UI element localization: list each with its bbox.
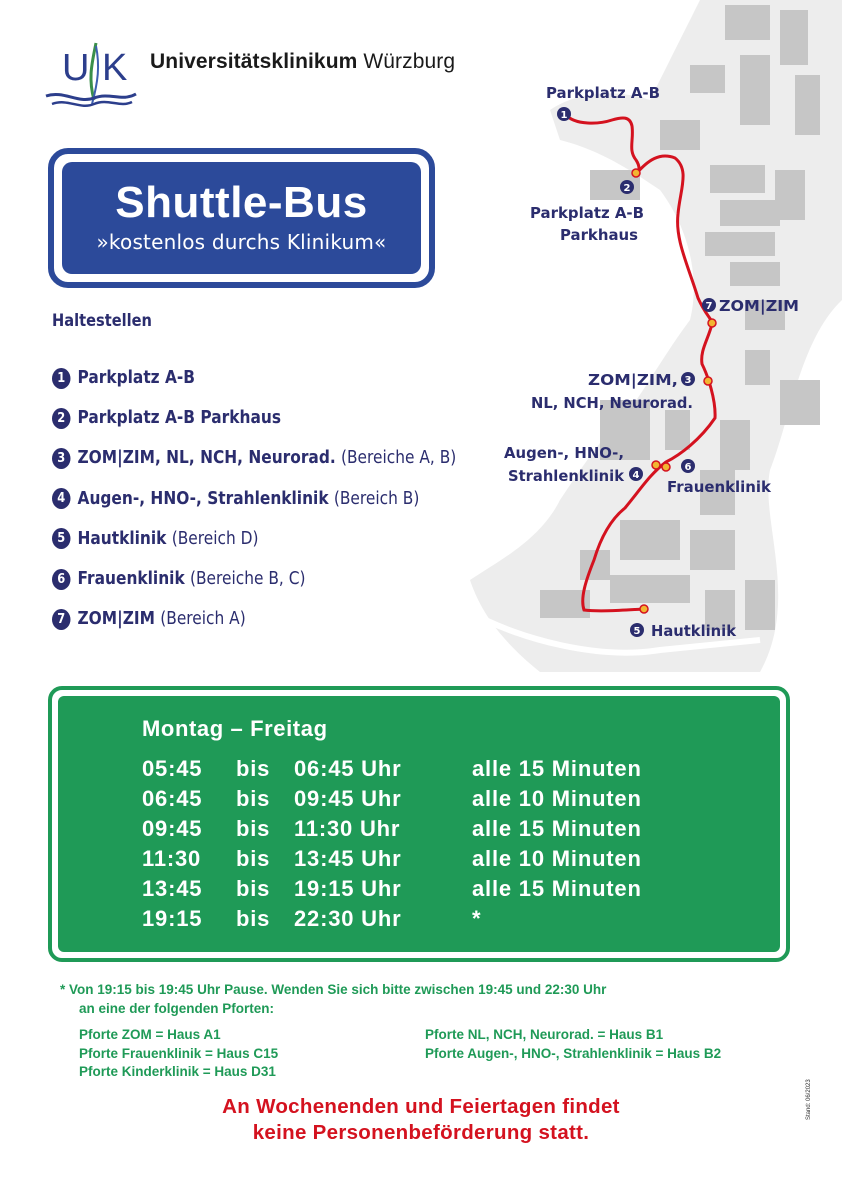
map-label-stop-2a: Parkplatz A-B	[530, 204, 644, 222]
title-subtitle: »kostenlos durchs Klinikum«	[96, 230, 387, 254]
schedule-to: 19:15 Uhr	[294, 876, 402, 901]
stop-area: (Bereiche B, C)	[189, 569, 306, 590]
schedule-footnote	[60, 980, 606, 1018]
gate-item: Pforte NL, NCH, Neurorad. = Haus B1	[425, 1027, 664, 1042]
stop-number: 5	[52, 528, 70, 549]
stop-number: 1	[52, 368, 70, 389]
gate-item: Pforte Kinderklinik = Haus D31	[79, 1064, 276, 1079]
stop-name: ZOM|ZIM, NL, NCH, Neurorad.	[77, 448, 336, 469]
stop-number: 7	[52, 609, 70, 630]
schedule-to: 06:45 Uhr	[294, 756, 402, 781]
map-label-stop-2b: Parkhaus	[560, 226, 639, 244]
schedule-interval: alle 15 Minuten	[472, 876, 642, 901]
schedule-interval: *	[472, 906, 482, 931]
logo-letter-u: U	[62, 47, 90, 89]
map-label-stop-4b: Strahlenklinik	[508, 467, 625, 485]
schedule-to: 09:45 Uhr	[294, 786, 402, 811]
stop-number: 6	[52, 569, 70, 590]
organization-name: Universitätsklinikum Würzburg	[150, 50, 456, 73]
map-label-stop-3a: ZOM|ZIM,	[588, 371, 670, 389]
schedule-bis: bis	[236, 906, 271, 931]
campus-map	[440, 0, 842, 672]
schedule-bis: bis	[236, 876, 271, 901]
schedule-from: 09:45	[142, 816, 203, 841]
map-label-stop-6: Frauenklinik	[667, 478, 773, 496]
gate-item: Pforte Augen-, HNO-, Strahlenklinik = Haus B2	[425, 1045, 722, 1061]
title-main: Shuttle-Bus	[115, 178, 368, 227]
stop-area: (Bereich D)	[171, 528, 259, 549]
schedule-interval: alle 15 Minuten	[472, 756, 642, 781]
gates-left	[79, 1026, 278, 1082]
gate-item: Pforte ZOM = Haus A1	[79, 1027, 221, 1042]
schedule-to: 22:30 Uhr	[294, 906, 402, 931]
gate-item: Pforte Frauenklinik = Haus C15	[79, 1045, 279, 1061]
stop-name: ZOM|ZIM	[77, 609, 155, 630]
schedule-to: 13:45 Uhr	[294, 846, 402, 871]
schedule-from: 05:45	[142, 756, 203, 781]
footnote-line-2: an eine der folgenden Pforten:	[79, 1001, 275, 1016]
stop-name: Parkplatz A-B	[77, 368, 196, 389]
stop-name: Hautklinik	[77, 528, 167, 549]
schedule-bis: bis	[236, 846, 271, 871]
map-badge-2: 2	[623, 183, 631, 194]
map-badge-5: 5	[633, 626, 641, 637]
schedule-bis: bis	[236, 786, 271, 811]
schedule-from: 13:45	[142, 876, 203, 901]
schedule-panel	[58, 696, 780, 952]
stop-number: 2	[52, 408, 70, 429]
gates-right	[425, 1026, 721, 1063]
notice-line-1: An Wochenenden und Feiertagen findet	[222, 1095, 620, 1118]
map-label-stop-1: Parkplatz A-B	[546, 84, 660, 102]
revision-date: Stand: 06/2023	[806, 1079, 812, 1120]
map-label-stop-7: ZOM|ZIM	[719, 297, 795, 315]
stop-number: 3	[52, 448, 70, 469]
schedule-from: 06:45	[142, 786, 203, 811]
map-badge-7: 7	[705, 301, 713, 312]
schedule-box	[48, 686, 790, 962]
schedule-bis: bis	[236, 756, 271, 781]
title-panel	[62, 162, 421, 274]
stop-area: (Bereiche A, B)	[340, 448, 457, 469]
stop-area: (Bereich B)	[333, 488, 420, 509]
stop-item	[52, 398, 456, 438]
schedule-from: 19:15	[142, 906, 203, 931]
stop-item	[52, 519, 456, 559]
map-label-stop-5: Hautklinik	[651, 622, 737, 640]
map-badge-6: 6	[684, 462, 692, 473]
stop-number: 4	[52, 488, 70, 509]
schedule-interval: alle 15 Minuten	[472, 816, 642, 841]
stop-name: Parkplatz A-B Parkhaus	[77, 408, 282, 429]
schedule-from: 11:30	[142, 846, 202, 871]
stop-item	[52, 438, 456, 478]
weekend-notice	[0, 1094, 842, 1146]
map-label-stop-3b: NL, NCH, Neurorad.	[531, 394, 693, 412]
stops-heading: Haltestellen	[52, 311, 152, 331]
schedule-interval: alle 10 Minuten	[472, 786, 642, 811]
schedule-title: Montag – Freitag	[142, 716, 328, 741]
stop-name: Frauenklinik	[77, 569, 185, 590]
notice-line-2: keine Personenbeförderung statt.	[252, 1121, 590, 1144]
stop-item	[52, 479, 456, 519]
uk-logo	[44, 38, 139, 116]
schedule-bis: bis	[236, 816, 271, 841]
stop-item	[52, 559, 456, 599]
stop-item	[52, 358, 456, 398]
stop-item	[52, 599, 456, 639]
stop-name: Augen-, HNO-, Strahlenklinik	[77, 488, 329, 509]
map-badge-4: 4	[632, 470, 640, 481]
logo-letter-k: K	[102, 47, 128, 89]
map-badge-3: 3	[684, 375, 692, 386]
shuttle-bus-title-box	[48, 148, 435, 288]
map-badge-1: 1	[560, 110, 568, 121]
schedule-interval: alle 10 Minuten	[472, 846, 642, 871]
footnote-line-1: * Von 19:15 bis 19:45 Uhr Pause. Wenden Sie sich bitte zwischen 19:45 und 22:30 Uhr	[60, 982, 607, 997]
stop-area: (Bereich A)	[160, 609, 246, 630]
schedule-to: 11:30 Uhr	[294, 816, 401, 841]
map-label-stop-4a: Augen-, HNO-,	[504, 444, 624, 462]
